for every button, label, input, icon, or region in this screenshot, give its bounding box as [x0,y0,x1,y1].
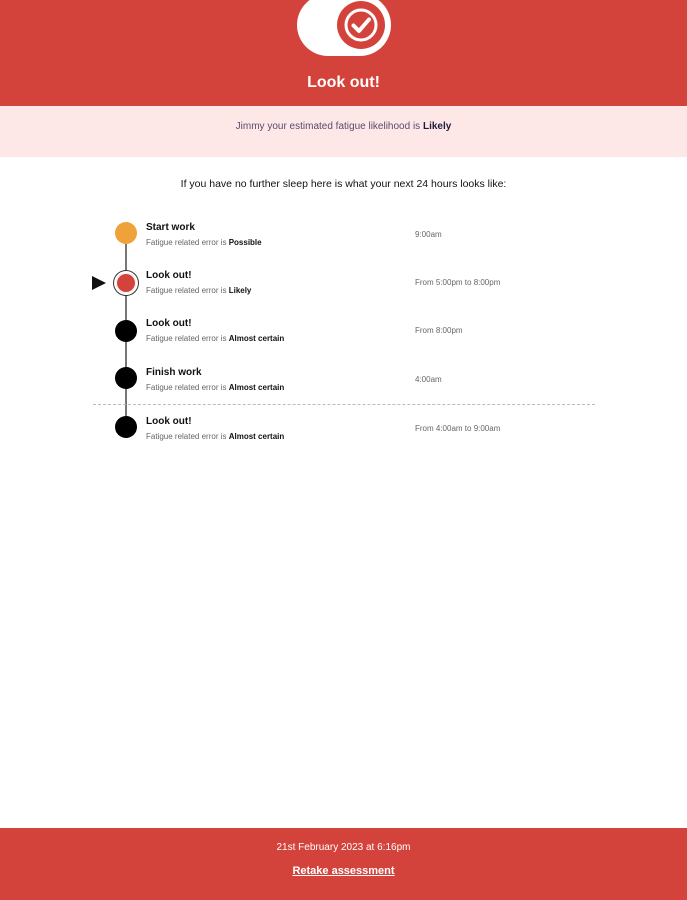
likelihood-value: Likely [422,121,452,132]
timeline-dot-current [116,273,136,293]
event-time: 9:00am [415,230,442,239]
event-time: From 5:00pm to 8:00pm [415,278,501,287]
event-title: Look out! [146,416,192,427]
status-toggle [297,0,391,56]
event-time: 4:00am [415,375,442,384]
event-title: Look out! [146,270,192,281]
event-level: Almost certain [228,432,285,441]
likelihood-prefix: Jimmy your estimated fatigue likelihood is [235,121,423,132]
event-time: From 4:00am to 9:00am [415,424,501,433]
event-time: From 8:00pm [415,326,463,335]
event-title: Finish work [146,367,202,378]
timeline-dot-finish-work [115,367,137,389]
event-subtitle: Fatigue related error is Possible [146,238,262,247]
timeline-dot [115,320,137,342]
event-title: Look out! [146,318,192,329]
footer [0,828,687,900]
timeline-dot [115,416,137,438]
event-subtitle: Fatigue related error is Almost certain [146,334,285,343]
event-level: Possible [228,238,262,247]
intro-text: If you have no further sleep here is what your next 24 hours looks like: [180,178,507,190]
event-level: Almost certain [228,383,285,392]
page-title: Look out! [307,74,380,91]
event-level: Likely [228,286,252,295]
event-title: Start work [146,222,195,233]
header [0,0,687,106]
check-icon [337,1,385,49]
event-subtitle: Fatigue related error is Almost certain [146,432,285,441]
event-subtitle: Fatigue related error is Almost certain [146,383,285,392]
event-subtitle: Fatigue related error is Likely [146,286,252,295]
day-divider [93,404,595,405]
current-pointer-icon [92,276,106,290]
event-level: Almost certain [228,334,285,343]
retake-assessment-link[interactable]: Retake assessment [292,865,395,877]
assessment-date: 21st February 2023 at 6:16pm [276,842,411,853]
timeline-dot-start-work [115,222,137,244]
likelihood-text [0,121,687,132]
